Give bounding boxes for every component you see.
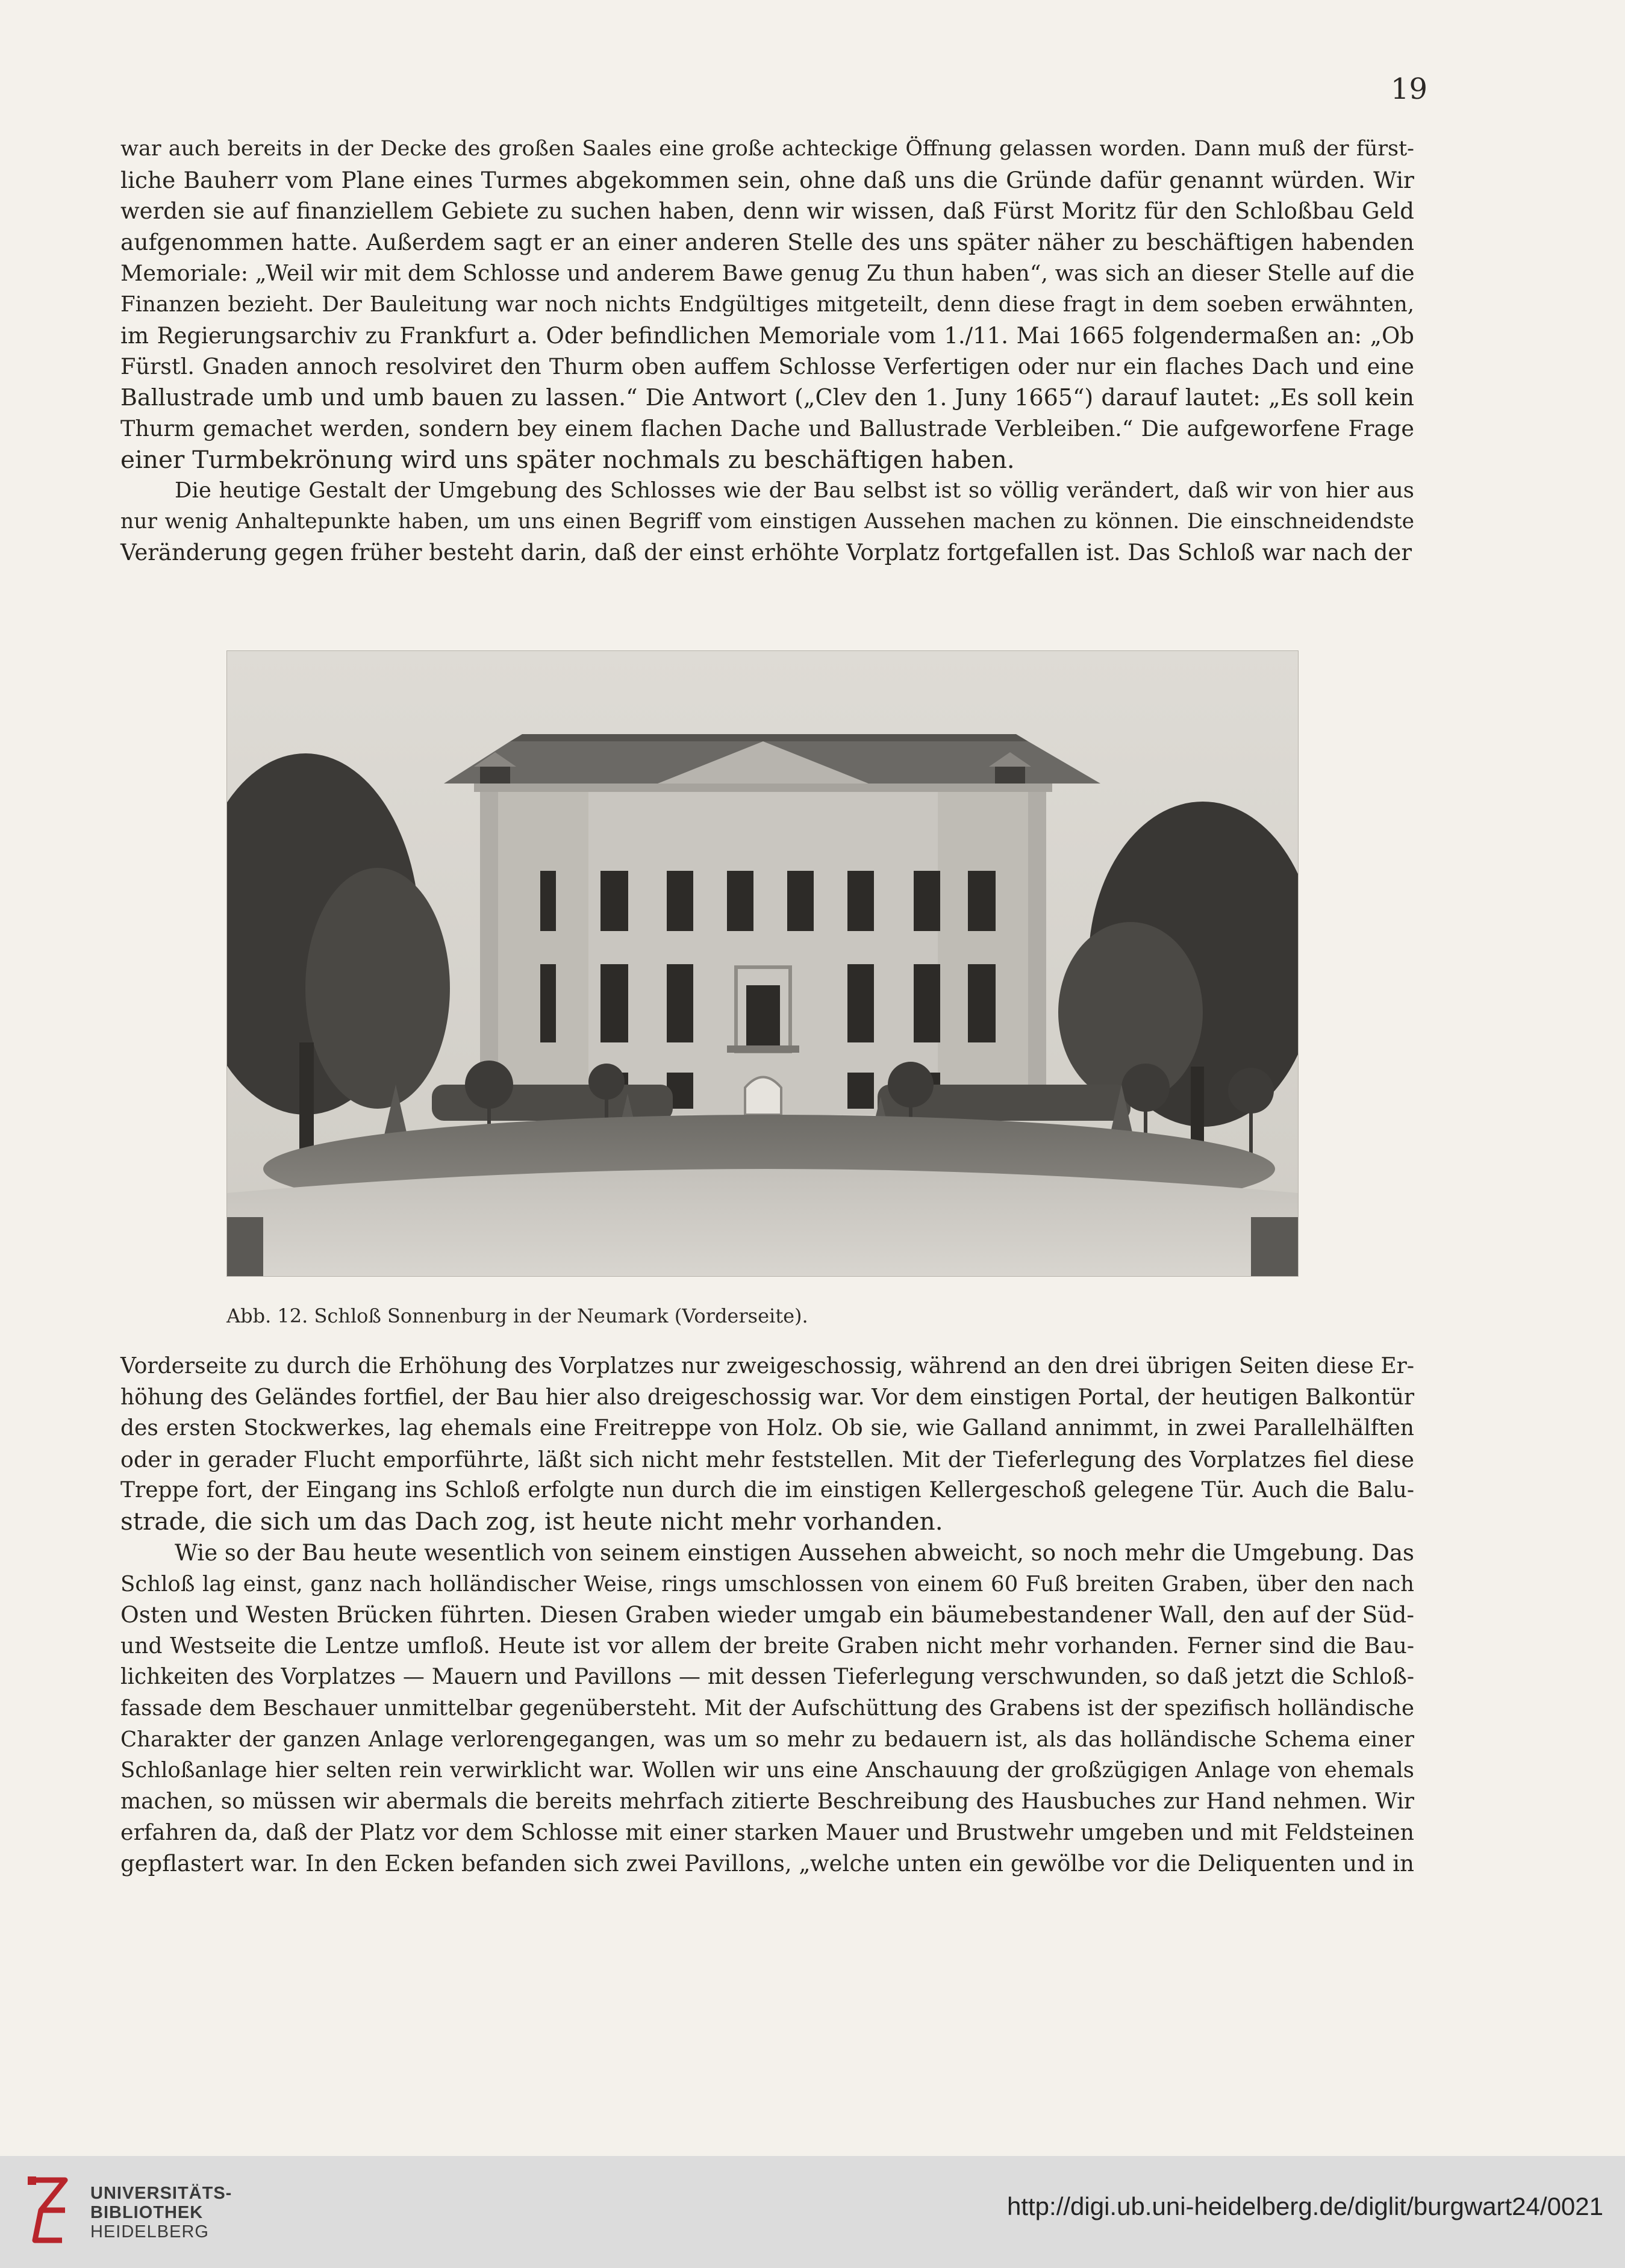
library-footer: [0, 2156, 1625, 2268]
figure-photo: [226, 650, 1299, 1277]
text-line: Vorderseite zu durch die Erhöhung des Vorplatzes nur zweigeschossig, während an den drei übrigen Seiten diese Er-: [120, 1354, 1414, 1379]
library-name-line-1: UNIVERSITÄTS-: [90, 2184, 232, 2203]
text-line: Schloßanlage hier selten rein verwirklicht war. Wollen wir uns eine Anschauung der großzügigen Anlage von ehemals: [120, 1758, 1414, 1783]
text-line: strade, die sich um das Dach zog, ist heute nicht mehr vorhanden.: [120, 1506, 943, 1536]
paragraph-4: [120, 1537, 1414, 1880]
text-line: einer Turmbekrönung wird uns später nochmals zu beschäftigen haben.: [120, 444, 1015, 474]
text-line: Veränderung gegen früher besteht darin, daß der einst erhöhte Vorplatz fortgefallen ist. Das Schloß war nach der: [120, 540, 1412, 566]
text-line: war auch bereits in der Decke des großen Saales eine große achteckige Öffnung gelassen worden. Dann muß der fürst-: [120, 137, 1414, 161]
text-line: Memoriale: „Weil wir mit dem Schlosse und anderem Bawe genug Zu thun haben“, was sich an dieser Stelle auf die: [120, 260, 1415, 287]
text-line: im Regierungsarchiv zu Frankfurt a. Oder befindlichen Memoriale vom 1./11. Mai 1665 folgendermaßen an: „Ob: [120, 322, 1414, 349]
text-line: machen, so müssen wir abermals die bereits mehrfach zitierte Beschreibung des Hausbuches zur Hand nehmen. Wir: [120, 1789, 1414, 1814]
text-line: Treppe fort, der Eingang ins Schloß erfolgte nun durch die im einstigen Kellergeschoß gelegene Tür. Auch die Balu-: [120, 1478, 1414, 1503]
text-line: und Westseite die Lentze umfloß. Heute ist vor allem der breite Graben nicht mehr vorhanden. Ferner sind die Bau-: [120, 1633, 1414, 1659]
text-line: erfahren da, daß der Platz vor dem Schlosse mit einer starken Mauer und Brustwehr umgeben und mit Feldsteinen: [120, 1819, 1414, 1846]
paragraph-1: [120, 134, 1414, 476]
castle-photograph: [227, 651, 1298, 1276]
text-line: Finanzen bezieht. Der Bauleitung war noch nichts Endgültiges mitgeteilt, denn diese fragt in dem soeben erwähnten,: [120, 291, 1414, 317]
text-line: aufgenommen hatte. Außerdem sagt er an einer anderen Stelle des uns später näher zu beschäftigen habenden: [120, 228, 1414, 255]
text-line: Die heutige Gestalt der Umgebung des Schlosses wie der Bau selbst ist so völlig verändert, daß wir von hier aus: [175, 478, 1414, 503]
text-line: oder in gerader Flucht emporführte, läßt sich nicht mehr feststellen. Mit der Tieferlegung des Vorplatzes fiel diese: [120, 1446, 1414, 1472]
paragraph-2: [120, 475, 1414, 569]
text-line: Fürstl. Gnaden annoch resolviret den Thurm oben auffem Schlosse Verfertigen oder nur ein flaches Dach und eine: [120, 354, 1414, 380]
text-line: des ersten Stockwerkes, lag ehemals eine Freitreppe von Holz. Ob sie, wie Galland annimmt, in zwei Parallelhälften: [120, 1416, 1414, 1441]
university-library-logo-icon: [17, 2168, 83, 2252]
text-line: nur wenig Anhaltepunkte haben, um uns einen Begriff vom einstigen Aussehen machen zu können. Die einschneidendste: [120, 509, 1414, 534]
page-number: 19: [1390, 72, 1427, 106]
library-name-line-2: BIBLIOTHEK: [90, 2203, 204, 2222]
text-line: Thurm gemachet werden, sondern bey einem flachen Dache und Ballustrade Verbleiben.“ Die aufgeworfene Frage: [120, 416, 1414, 442]
text-line: fassade dem Beschauer unmittelbar gegenübersteht. Mit der Aufschüttung des Grabens ist der spezifisch holländische: [120, 1695, 1414, 1721]
text-line: Ballustrade umb und umb bauen zu lassen.“ Die Antwort („Clev den 1. Juny 1665“) darauf lautet: „Es soll kein: [120, 384, 1414, 411]
text-line: werden sie auf finanziellem Gebiete zu suchen haben, denn wir wissen, daß Fürst Moritz für den Schloßbau Geld: [120, 198, 1414, 225]
text-line: Schloß lag einst, ganz nach holländischer Weise, rings umschlossen von einem 60 Fuß breiten Graben, über den nach: [120, 1571, 1414, 1597]
figure-caption: Abb. 12. Schloß Sonnenburg in der Neumark (Vorderseite).: [226, 1304, 808, 1327]
text-line: lichkeiten des Vorplatzes — Mauern und Pavillons — mit dessen Tieferlegung verschwunden, so daß jetzt die Schloß-: [120, 1665, 1414, 1690]
text-line: liche Bauherr vom Plane eines Turmes abgekommen sein, ohne daß uns die Gründe dafür genannt würden. Wir: [120, 166, 1414, 193]
library-name-line-3: HEIDELBERG: [90, 2222, 209, 2242]
text-line: höhung des Geländes fortfiel, der Bau hier also dreigeschossig war. Vor dem einstigen Portal, der heutigen Balkontür: [120, 1385, 1415, 1410]
text-line: Charakter der ganzen Anlage verlorengegangen, was um so mehr zu bedauern ist, als das holländische Schema einer: [120, 1727, 1414, 1752]
text-line: Osten und Westen Brücken führten. Diesen Graben wieder umgab ein bäumebestandener Wall, den auf der Süd-: [120, 1601, 1414, 1628]
library-name: [90, 2184, 232, 2242]
text-line: gepflastert war. In den Ecken befanden sich zwei Pavillons, „welche unten ein gewölbe vor die Deliquenten und in: [120, 1850, 1414, 1877]
text-line: Wie so der Bau heute wesentlich von seinem einstigen Aussehen abweicht, so noch mehr die Umgebung. Das: [175, 1540, 1414, 1566]
paragraph-3: [120, 1351, 1414, 1537]
source-url-link[interactable]: http://digi.ub.uni-heidelberg.de/diglit/burgwart24/0021: [1006, 2192, 1603, 2220]
